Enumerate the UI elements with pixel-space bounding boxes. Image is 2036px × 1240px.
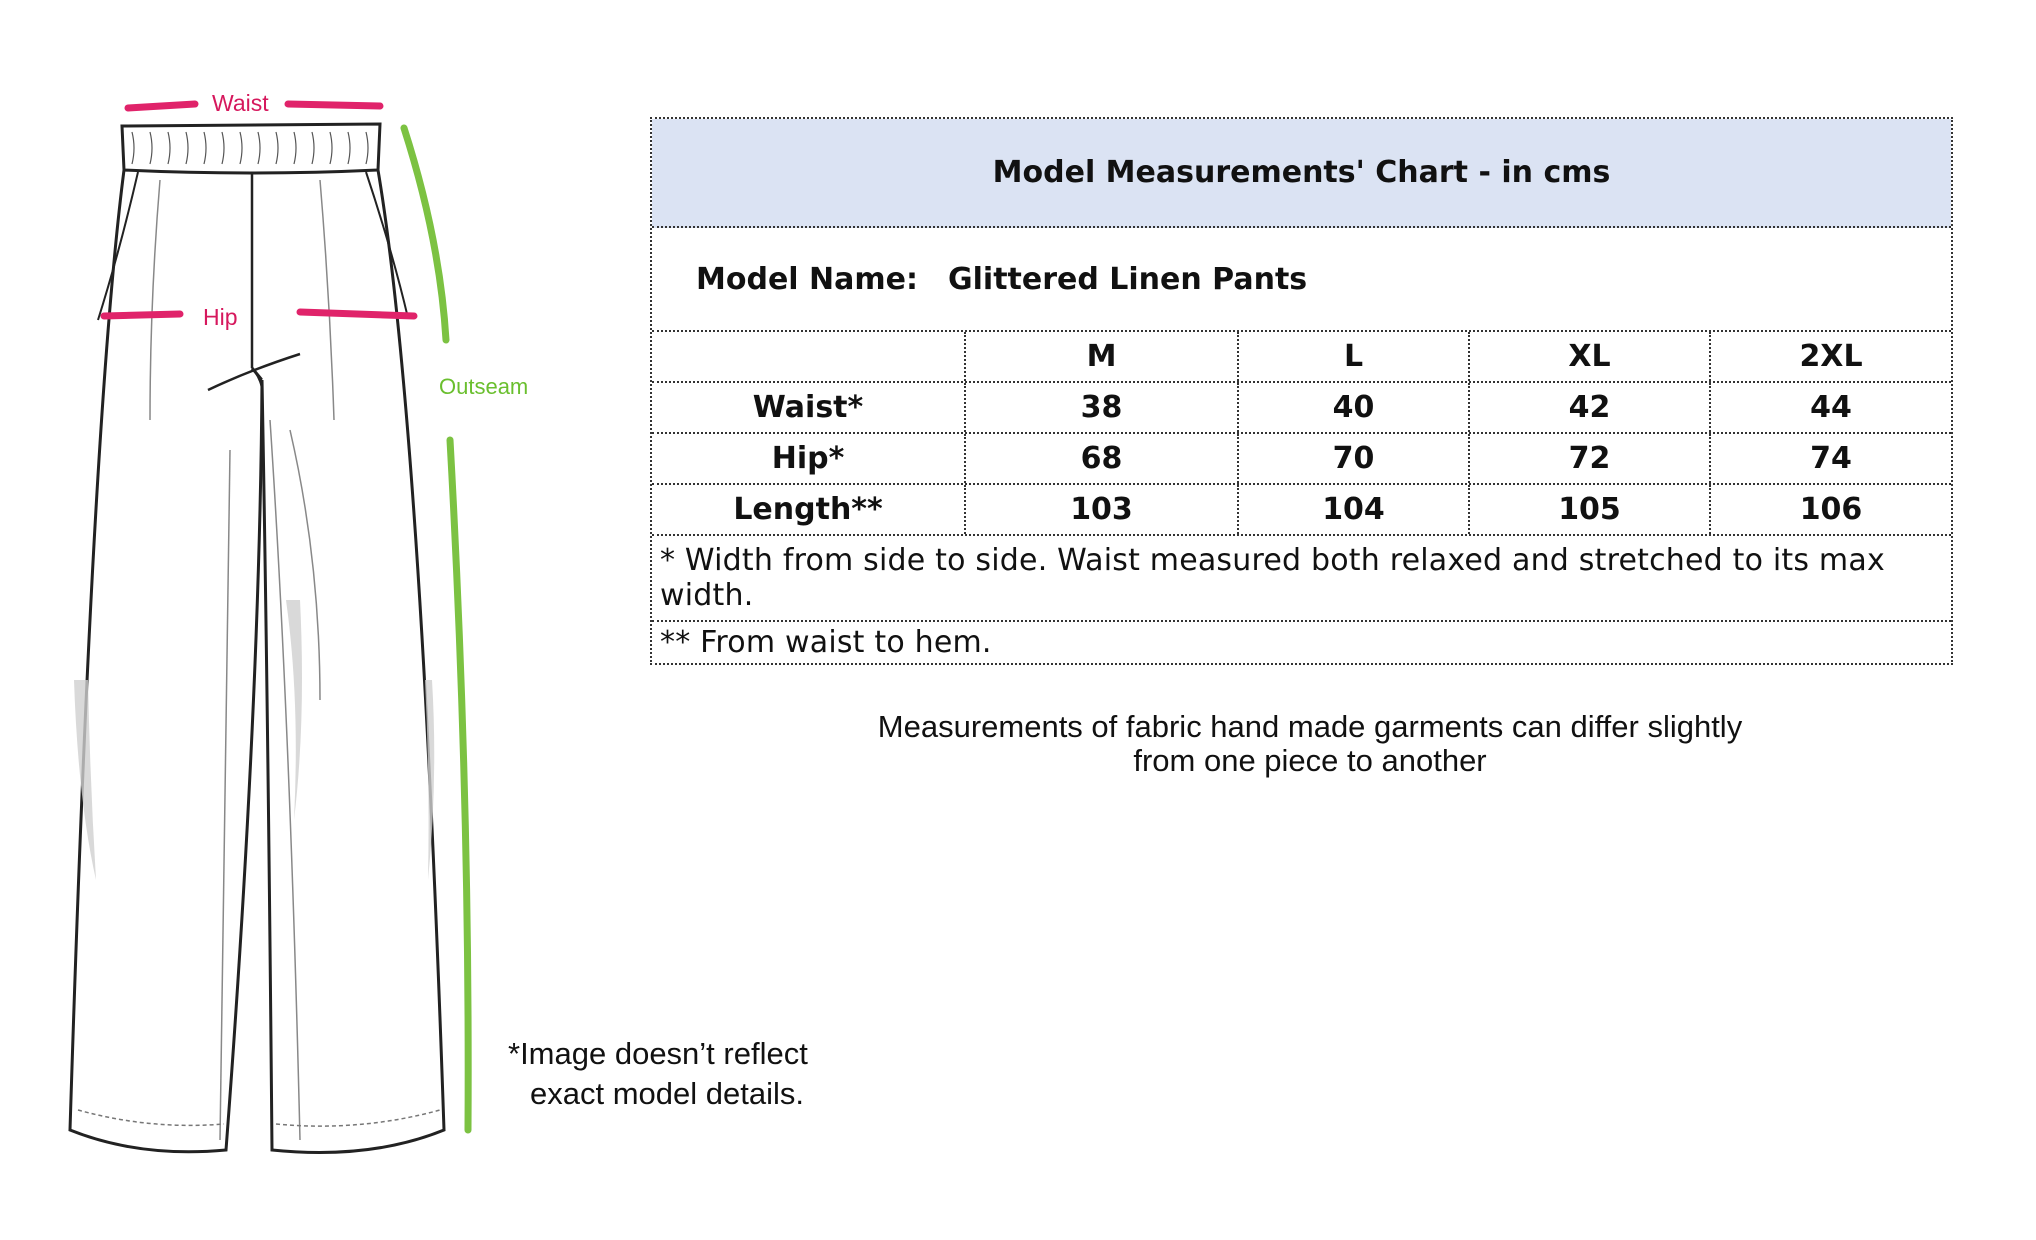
model-name-label: Model Name: [696,262,918,297]
footnote-width: * Width from side to side. Waist measured both relaxed and stretched to its max width. [652,536,1951,622]
table-cell: 105 [1468,485,1709,534]
waist-marker-right [288,104,380,106]
table-row [652,485,1951,536]
row-label: Waist* [752,390,864,425]
row-label: Length** [733,492,883,527]
table-row [652,383,1951,434]
table-cell: 72 [1468,434,1709,483]
chart-title: Model Measurements' Chart - in cms [652,119,1951,228]
table-cell: 103 [964,485,1237,534]
table-cell: 42 [1468,383,1709,432]
table-row [652,434,1951,485]
footnote-length: ** From waist to hem. [660,625,992,660]
size-header: L [1237,332,1468,381]
size-header: 2XL [1709,332,1951,381]
outseam-label: Outseam [439,374,529,399]
size-header-row [652,332,1951,383]
model-name-value: Glittered Linen Pants [948,262,1308,297]
table-cell: 44 [1709,383,1951,432]
size-header: XL [1468,332,1709,381]
table-cell: 104 [1237,485,1468,534]
corner-cell [652,332,964,381]
waist-label: Waist [212,90,269,116]
waist-marker-left [128,104,195,108]
hip-marker-right [300,312,414,316]
size-header: M [964,332,1237,381]
measurement-chart [650,117,1953,665]
disclaimer-line-1: Measurements of fabric hand made garments can differ slightly [877,709,1743,744]
table-cell: 74 [1709,434,1951,483]
outseam-marker-bottom [450,440,468,1130]
table-cell: 68 [964,434,1237,483]
image-disclaimer [508,1034,808,1114]
hip-label: Hip [203,304,238,330]
table-cell: 106 [1709,485,1951,534]
image-note-line-1: *Image doesn’t reflect [508,1036,808,1071]
table-cell: 70 [1237,434,1468,483]
outseam-marker-top [404,128,446,340]
disclaimer-line-2: from one piece to another [1133,743,1487,778]
model-name-row [652,228,1951,332]
table-cell: 40 [1237,383,1468,432]
hip-marker-left [104,314,180,316]
table-cell: 38 [964,383,1237,432]
image-note-line-2: exact model details. [530,1076,804,1111]
handmade-disclaimer [820,710,1800,778]
row-label: Hip* [771,441,845,476]
